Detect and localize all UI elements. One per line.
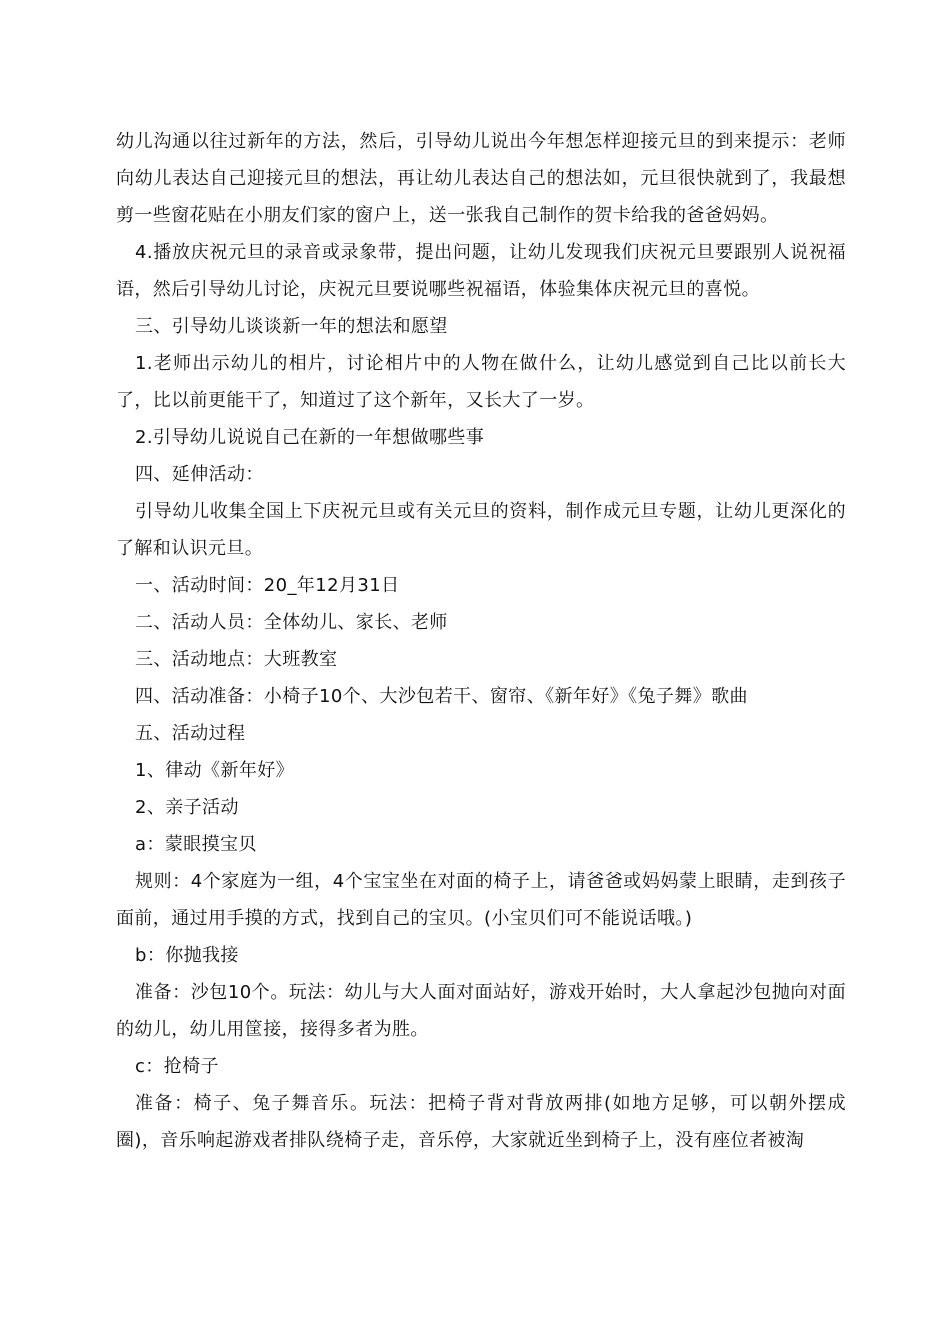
list-item: 2、亲子活动	[135, 797, 239, 818]
list-item: 一、活动时间：20_年12月31日	[135, 575, 400, 596]
document-body	[116, 123, 846, 1159]
paragraph: 规则：4个家庭为一组，4个宝宝坐在对面的椅子上，请爸爸或妈妈蒙上眼睛，走到孩子面前，通过用手摸的方式，找到自己的宝贝。(小宝贝们可不能说话哦。)	[116, 871, 846, 929]
paragraph: 1.老师出示幼儿的相片，讨论相片中的人物在做什么，让幼儿感觉到自己比以前长大了，比以前更能干了，知道过了这个新年，又长大了一岁。	[116, 353, 846, 411]
list-item: 1、律动《新年好》	[135, 760, 295, 781]
paragraph: 幼儿沟通以往过新年的方法，然后，引导幼儿说出今年想怎样迎接元旦的到来提示：老师向幼儿表达自己迎接元旦的想法，再让幼儿表达自己的想法如，元旦很快就到了，我最想剪一些窗花贴在小朋友们家的窗户上，送一张我自己制作的贺卡给我的爸爸妈妈。	[116, 131, 846, 226]
game-title: c：抢椅子	[135, 1056, 219, 1077]
game-title: b：你抛我接	[135, 945, 239, 966]
section-heading: 五、活动过程	[135, 723, 246, 744]
paragraph: 准备：椅子、兔子舞音乐。玩法：把椅子背对背放两排(如地方足够，可以朝外摆成圈)，音乐响起游戏者排队绕椅子走，音乐停，大家就近坐到椅子上，没有座位者被淘	[116, 1093, 846, 1151]
paragraph: 准备：沙包10个。玩法：幼儿与大人面对面站好，游戏开始时，大人拿起沙包抛向对面的幼儿，幼儿用筐接，接得多者为胜。	[116, 982, 846, 1040]
list-item: 二、活动人员：全体幼儿、家长、老师	[135, 612, 448, 633]
game-title: a：蒙眼摸宝贝	[135, 834, 257, 855]
paragraph: 引导幼儿收集全国上下庆祝元旦或有关元旦的资料，制作成元旦专题，让幼儿更深化的了解和认识元旦。	[116, 501, 846, 559]
section-heading: 四、延伸活动：	[135, 464, 264, 485]
paragraph: 4.播放庆祝元旦的录音或录象带，提出问题，让幼儿发现我们庆祝元旦要跟别人说祝福语，然后引导幼儿讨论，庆祝元旦要说哪些祝福语，体验集体庆祝元旦的喜悦。	[116, 242, 846, 300]
paragraph: 2.引导幼儿说说自己在新的一年想做哪些事	[135, 427, 485, 448]
list-item: 四、活动准备：小椅子10个、大沙包若干、窗帘、《新年好》《兔子舞》歌曲	[135, 686, 748, 707]
section-heading: 三、引导幼儿谈谈新一年的想法和愿望	[135, 316, 448, 337]
list-item: 三、活动地点：大班教室	[135, 649, 338, 670]
